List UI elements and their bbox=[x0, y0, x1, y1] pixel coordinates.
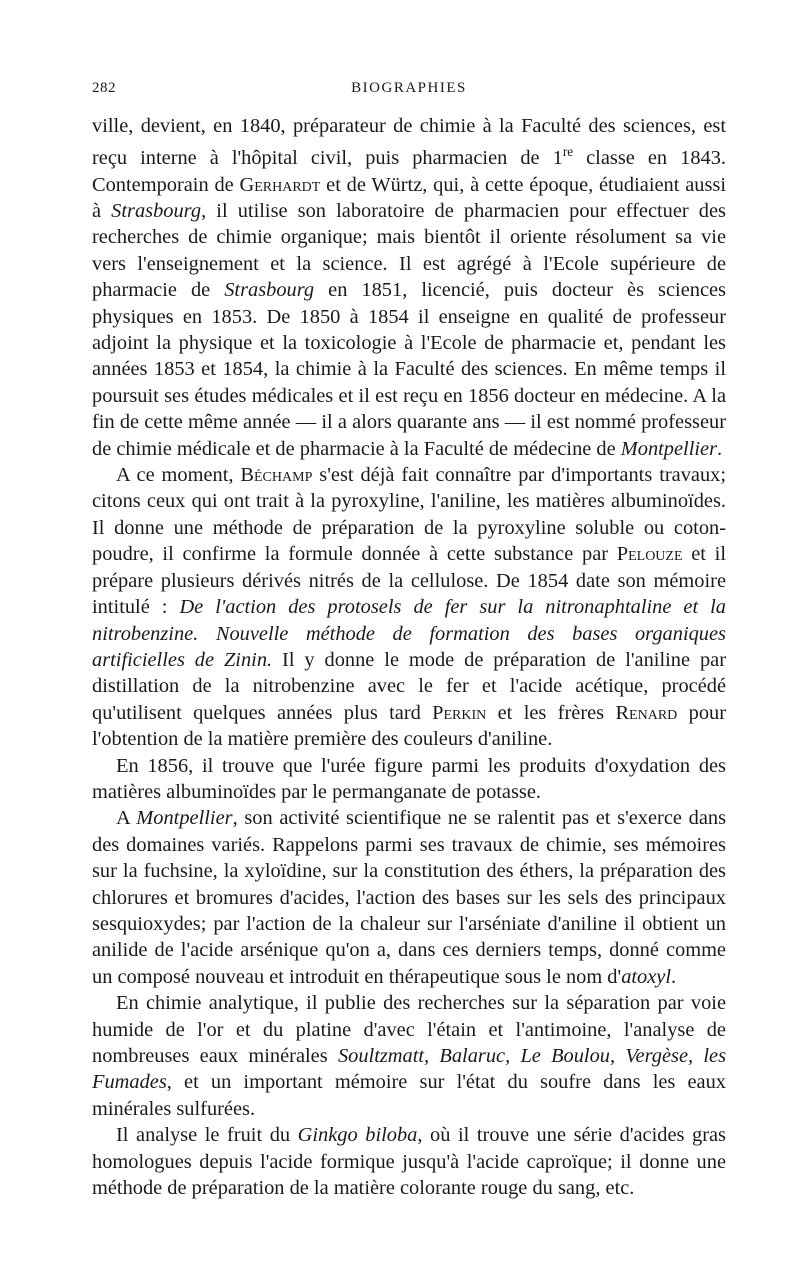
italic-text: Ginkgo biloba bbox=[297, 1124, 418, 1147]
text-run: pour l'obtention de la matière première des couleurs d'aniline. bbox=[92, 701, 727, 751]
italic-text: atoxyl bbox=[621, 965, 672, 988]
text-run: En chimie analytique, il publie des recherches sur la séparation par voie humide de l'or et du platine d'avec l'étain et l'antimoine, l'analyse de nombreuses eaux minérales bbox=[92, 992, 726, 1068]
text-run: Il y donne le mode de préparation de l'aniline par distillation de la nitrobenzine avec le fer et l'acide acétique, procédé qu'utilisent quelques années plus tard bbox=[92, 648, 726, 724]
paragraph bbox=[92, 753, 726, 806]
italic-text: Montpellier bbox=[620, 437, 718, 460]
small-caps-name: Béchamp bbox=[240, 464, 313, 487]
text-run: A bbox=[116, 807, 137, 830]
italic-text: Strasbourg bbox=[224, 279, 315, 302]
paragraph bbox=[92, 805, 726, 990]
page-number: 282 bbox=[92, 80, 116, 96]
italic-text: De l'action des protosels de fer sur la nitronaphtaline et la nitrobenzine. Nouvelle méthode de formation des bases organiques artificielles de Zinin. bbox=[92, 596, 726, 671]
text-run: ville, devient, en 1840, préparateur de chimie à la Faculté des sciences, est reçu interne à l'hôpital civil, puis pharmacien de 1 bbox=[92, 115, 726, 170]
text-run: . bbox=[717, 437, 723, 460]
italic-text: Montpellier bbox=[136, 807, 233, 830]
small-caps-name: Renard bbox=[615, 701, 678, 724]
text-run: , où il trouve une série d'acides gras homologues depuis l'acide formique jusqu'à l'acide caproïque; il donne une méthode de préparation de la matière colorante rouge du sang, etc. bbox=[92, 1124, 726, 1200]
text-run: et de Würtz, qui, à cette époque, étudiaient aussi à bbox=[92, 173, 726, 223]
italic-text: Strasbourg bbox=[111, 200, 202, 223]
body-text bbox=[92, 113, 726, 1201]
text-run: et il prépare plusieurs dérivés nitrés de la cellulose. De 1854 date son mémoire intitulé : bbox=[92, 543, 726, 619]
text-run: Il analyse le fruit du bbox=[116, 1124, 298, 1147]
text-run: , et un important mémoire sur l'état du soufre dans les eaux minérales sulfurées. bbox=[92, 1071, 726, 1120]
paragraph bbox=[92, 462, 726, 752]
paragraph bbox=[92, 1122, 726, 1201]
paragraph bbox=[92, 113, 726, 462]
text-run: s'est déjà fait connaître par d'importants travaux; citons ceux qui ont trait à la pyroxyline, l'aniline, les matières albuminoïdes. Il donne une méthode de préparation de la pyroxyline soluble ou coton-poudre, il confirme la formule donnée à cette substance par bbox=[92, 464, 726, 566]
text-run: classe en 1843. Contemporain de bbox=[92, 147, 727, 196]
superscript: re bbox=[562, 144, 574, 160]
text-run: . bbox=[671, 965, 677, 988]
text-run: en 1851, licencié, puis docteur ès sciences physiques en 1853. De 1850 à 1854 il enseigne en qualité de professeur adjoint la physique et la toxicologie à l'Ecole de pharmacie et, pendant les années 1853 et 1854, la chimie à la Faculté des sciences. En même temps il poursuit ses études médicales et il est reçu en 1856 docteur en médecine. A la fin de cette même année — il a alors quarante ans — il est nommé professeur de chimie médicale et de pharmacie à la Faculté de médecine de bbox=[92, 279, 726, 460]
text-run: A ce moment, bbox=[116, 464, 241, 487]
small-caps-name: Pelouze bbox=[616, 543, 683, 566]
running-head bbox=[92, 80, 726, 106]
small-caps-name: Gerhardt bbox=[239, 173, 321, 196]
italic-text: Soultzmatt, Balaruc, Le Boulou, Vergèse, les Fumades bbox=[92, 1045, 726, 1094]
text-run: , son activité scientifique ne se ralentit pas et s'exerce dans des domaines variés. Rappelons parmi ses travaux de chimie, ses mémoires sur la fuchsine, la xyloïdine, sur la constitution des éthers, la préparation des chlorures et bromures d'acides, l'action des bases sur les sels des principaux sesquioxydes; par l'action de la chaleur sur l'arséniate d'aniline il obtient un anilide de l'acide arsénique qu'on a, dans ces derniers temps, donné comme un composé nouveau et introduit en thérapeutique sous le nom d' bbox=[92, 807, 727, 988]
small-caps-name: Perkin bbox=[432, 701, 487, 724]
paragraph bbox=[92, 990, 726, 1122]
text-run: et les frères bbox=[486, 701, 616, 724]
text-run: En 1856, il trouve que l'urée figure parmi les produits d'oxydation des matières albuminoïdes par le permanganate de potasse. bbox=[92, 754, 726, 803]
text-run: , il utilise son laboratoire de pharmacien pour effectuer des recherches de chimie organique; mais bientôt il oriente résolument sa vie vers l'enseignement et la science. Il est agrégé à l'Ecole supérieure de pharmacie de bbox=[92, 200, 726, 302]
running-title: BIOGRAPHIES bbox=[351, 80, 467, 96]
